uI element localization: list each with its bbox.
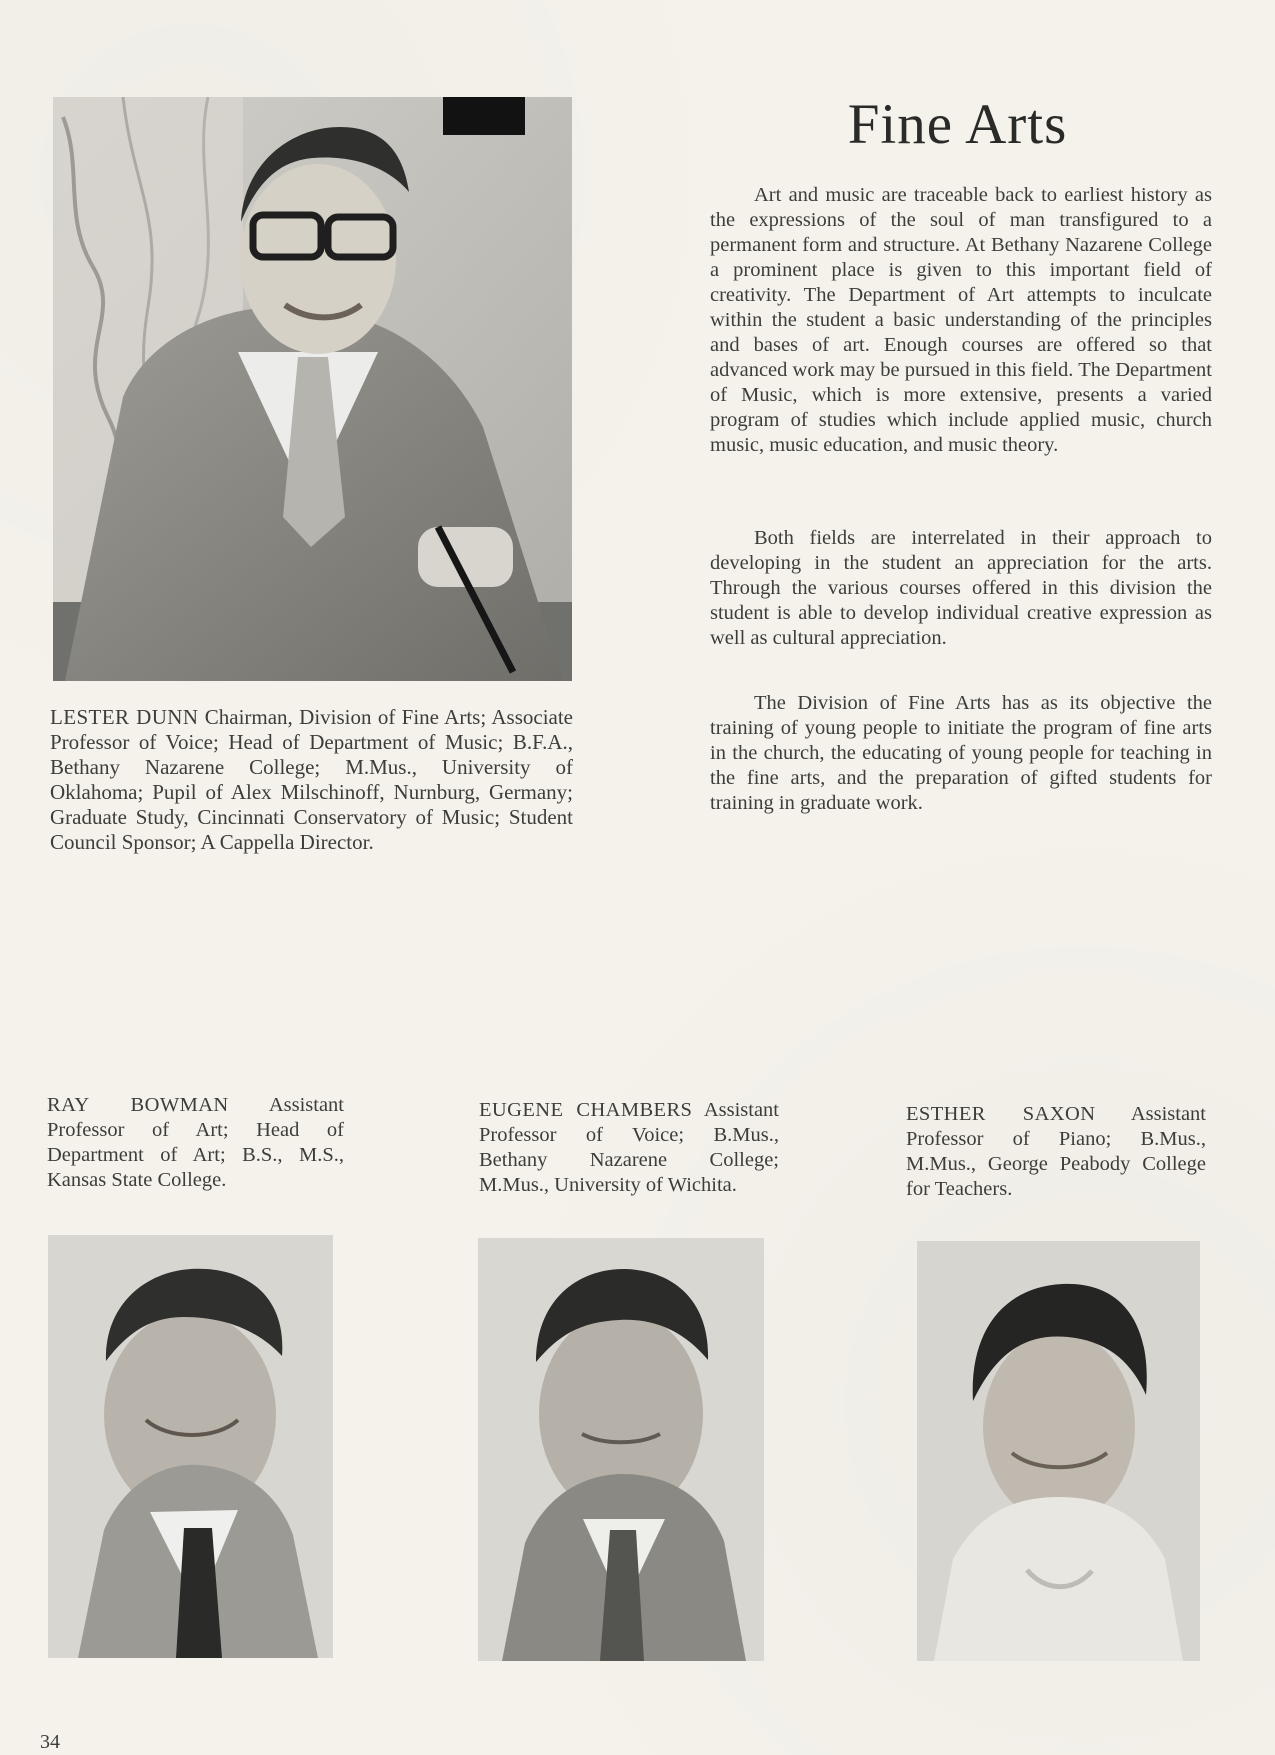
page-number: 34 <box>40 1731 60 1753</box>
intro-paragraph-1: Art and music are traceable back to earliest history as the expressions of the soul of man transfigured to a permanent form and structure. At Bethany Nazarene College a prominent place is given to this important field of creativity. The Department of Art attempts to inculcate within the student a basic understanding of the principles and bases of art. Enough courses are offered so that advanced work may be pursued in this field. The Department of Music, which is more extensive, presents a varied program of studies which include applied music, church music, music education, and music theory. <box>710 184 1212 456</box>
eugene-chambers-details: Assistant Professor of Voice; B.Mus., Bethany Nazarene College; M.Mus., University of Wichita. <box>479 1099 780 1196</box>
eugene-chambers-portrait-illustration <box>478 1238 764 1661</box>
ray-bowman-name: RAY BOWMAN <box>47 1094 229 1116</box>
intro-paragraph-2: Both fields are interrelated in their approach to developing in the student an appreciation for the arts. Through the various courses offered in this division the student is able to develop individual creative expression as well as cultural appreciation. <box>710 527 1212 649</box>
lester-dunn-photo <box>53 97 572 681</box>
esther-saxon-name: ESTHER SAXON <box>906 1103 1096 1125</box>
lester-dunn-name: LESTER DUNN <box>50 705 199 729</box>
lester-dunn-caption <box>50 705 573 855</box>
ray-bowman-caption <box>47 1093 344 1193</box>
eugene-chambers-photo <box>478 1238 764 1661</box>
esther-saxon-photo <box>917 1241 1200 1661</box>
ray-bowman-portrait-illustration <box>48 1235 333 1658</box>
ray-bowman-details: Assistant Professor of Art; Head of Department of Art; B.S., M.S., Kansas State College. <box>47 1094 344 1191</box>
intro-paragraph-3: The Division of Fine Arts has as its objective the training of young people to initiate the program of fine arts in the church, the educating of young people for teaching in the fine arts, and the preparation of gifted students for training in graduate work. <box>710 692 1212 814</box>
esther-saxon-portrait-illustration <box>917 1241 1200 1661</box>
lester-dunn-details: Chairman, Division of Fine Arts; Associate Professor of Voice; Head of Department of Music; B.F.A., Bethany Nazarene College; M.Mus., University of Oklahoma; Pupil of Alex Milschinoff, Nurnburg, Germany; Graduate Study, Cincinnati Conservatory of Music; Student Council Sponsor; A Cappella Director. <box>50 705 574 854</box>
lester-dunn-portrait-illustration <box>53 97 572 681</box>
esther-saxon-details: Assistant Professor of Piano; B.Mus., M.Mus., George Peabody College for Teachers. <box>906 1103 1206 1200</box>
page-title: Fine Arts <box>847 93 1068 156</box>
eugene-chambers-caption <box>479 1098 779 1198</box>
ray-bowman-photo <box>48 1235 333 1658</box>
eugene-chambers-name: EUGENE CHAMBERS <box>479 1099 693 1121</box>
esther-saxon-caption <box>906 1102 1206 1202</box>
